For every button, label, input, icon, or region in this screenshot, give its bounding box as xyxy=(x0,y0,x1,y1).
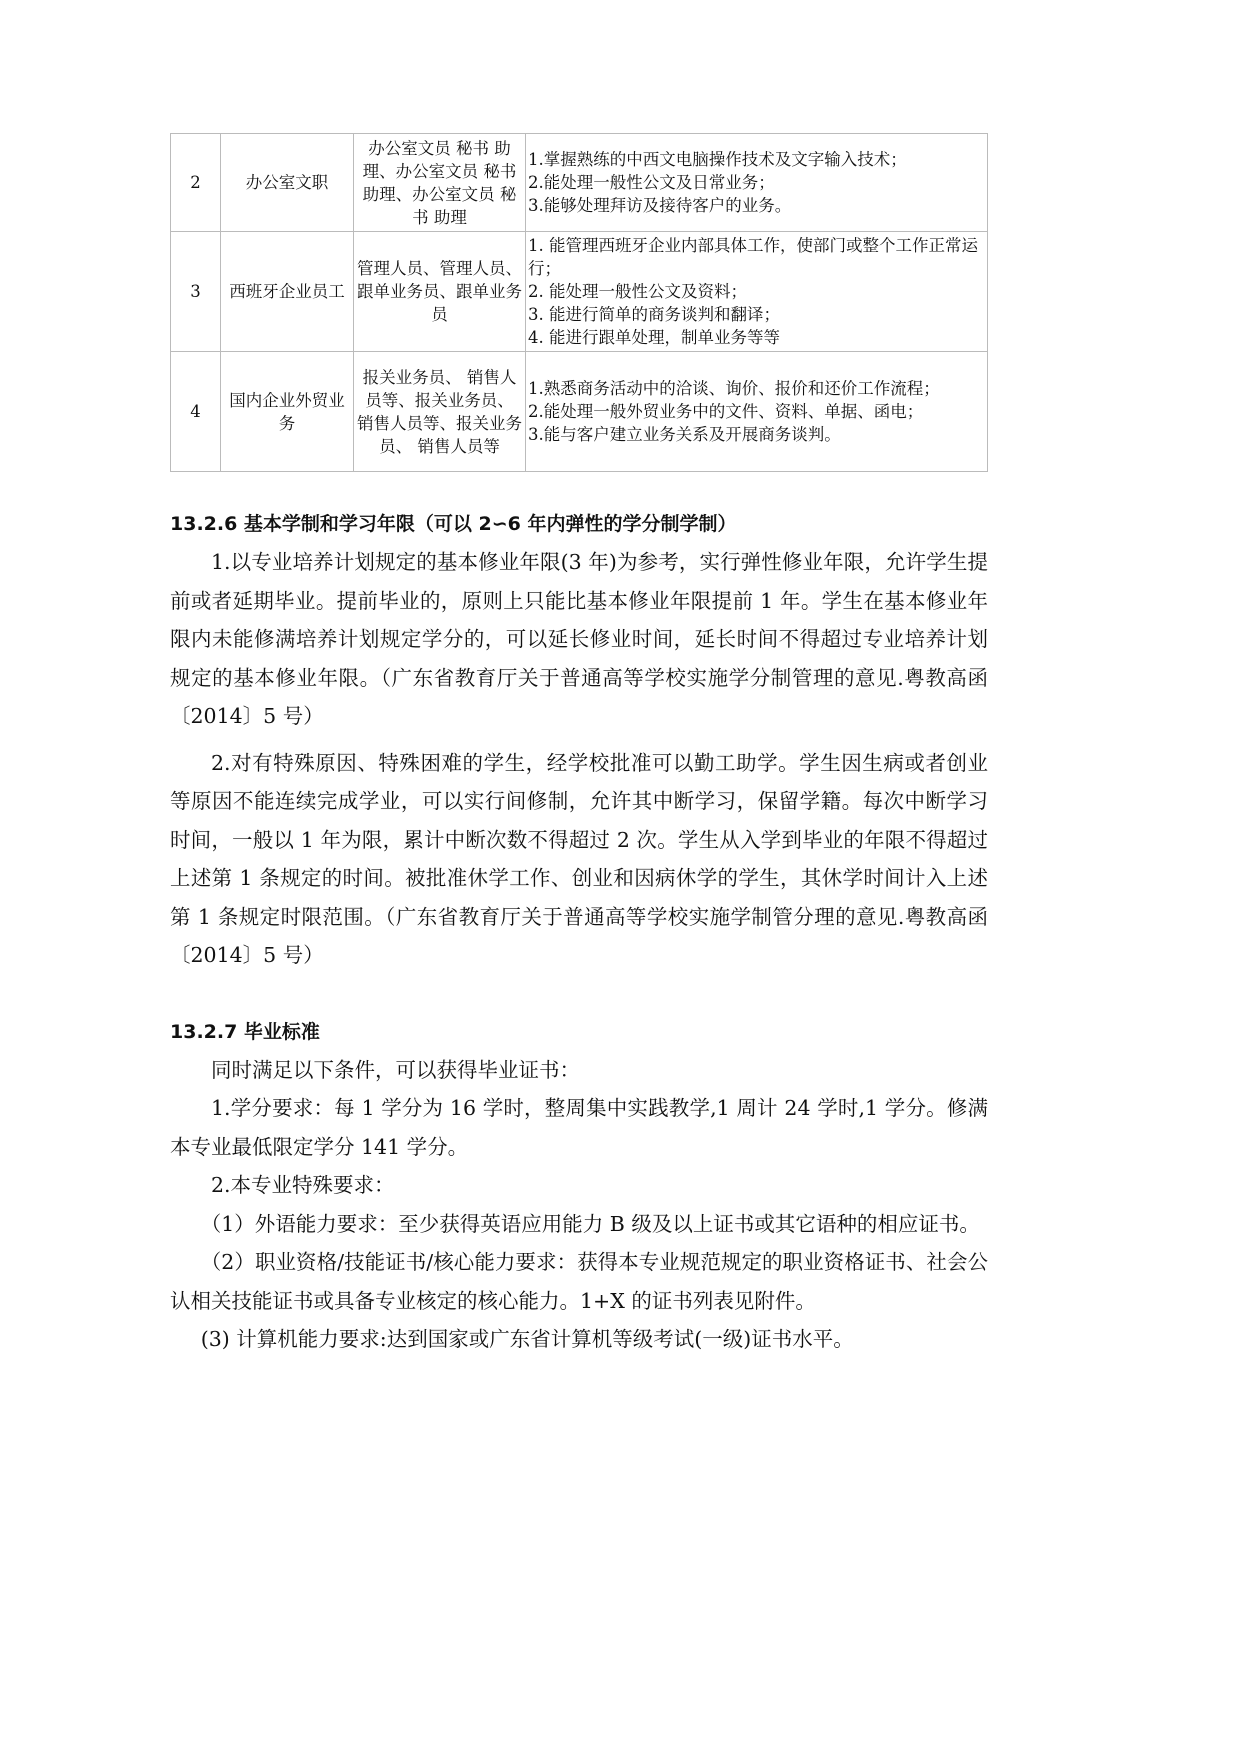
paragraph: 同时满足以下条件，可以获得毕业证书： xyxy=(211,1057,580,1082)
career-table xyxy=(170,133,988,472)
section-heading: 13.2.7 毕业标准 xyxy=(170,1020,320,1043)
paragraph: 1.学分要求：每 1 学分为 16 学时，整周集中实践教学,1 周计 24 学时,1 学分。修满本专业最低限定学分 141 学分。 xyxy=(170,1096,988,1159)
paragraph: 1.以专业培养计划规定的基本修业年限(3 年)为参考，实行弹性修业年限，允许学生提前或者延期毕业。提前毕业的，原则上只能比基本修业年限提前 1 年。学生在基本修业年限内未能修满培养计划规定学分的，可以延长修业时间，延长时间不得超过专业培养计划规定的基本修业年限。（广东省教育厅关于普通高等学校实施学分制管理的意见.粤教高函〔2014〕5 号） xyxy=(170,550,988,728)
paragraph: （1）外语能力要求：至少获得英语应用能力 B 级及以上证书或其它语种的相应证书。 xyxy=(200,1211,980,1236)
requirement: 1.熟悉商务活动中的洽谈、询价、报价和还价工作流程； xyxy=(528,379,940,398)
requirement: 4. 能进行跟单处理，制单业务等等 xyxy=(528,328,780,347)
row-number: 4 xyxy=(171,352,221,472)
requirement: 3.能够处理拜访及接待客户的业务。 xyxy=(528,196,792,215)
job-field: 国内企业外贸业务 xyxy=(221,352,354,472)
requirement: 2.能处理一般外贸业务中的文件、资料、单据、函电； xyxy=(528,402,924,421)
job-positions: 报关业务员、 销售人员等、报关业务员、 销售人员等、报关业务员、 销售人员等 xyxy=(354,352,526,472)
row-number: 2 xyxy=(171,134,221,232)
requirement: 1.掌握熟练的中西文电脑操作技术及文字输入技术； xyxy=(528,150,907,169)
job-field: 西班牙企业员工 xyxy=(221,232,354,352)
job-requirements xyxy=(526,352,988,472)
requirement: 3. 能进行简单的商务谈判和翻译； xyxy=(528,305,780,324)
job-field: 办公室文职 xyxy=(221,134,354,232)
job-positions: 办公室文员 秘书 助理、办公室文员 秘书 助理、办公室文员 秘书 助理 xyxy=(354,134,526,232)
paragraph: 2.对有特殊原因、特殊困难的学生，经学校批准可以勤工助学。学生因生病或者创业等原因不能连续完成学业，可以实行间修制，允许其中断学习，保留学籍。每次中断学习时间，一般以 1 年为限，累计中断次数不得超过 2 次。学生从入学到毕业的年限不得超过上述第 1 条规定的时间。被批准休学工作、创业和因病休学的学生，其休学时间计入上述第 1 条规定时限范围。（广东省教育厅关于普通高等学校实施学制管分理的意见.粤教高函〔2014〕5 号） xyxy=(170,750,988,967)
job-requirements xyxy=(526,232,988,352)
requirement: 2. 能处理一般性公文及资料； xyxy=(528,282,747,301)
document-body xyxy=(170,505,988,1359)
section-heading: 13.2.6 基本学制和学习年限（可以 2∽6 年内弹性的学分制学制） xyxy=(170,513,737,535)
table-row xyxy=(171,134,988,232)
paragraph: （2）职业资格/技能证书/核心能力要求：获得本专业规范规定的职业资格证书、社会公认相关技能证书或具备专业核定的核心能力。1+X 的证书列表见附件。 xyxy=(170,1250,988,1313)
requirement: 1. 能管理西班牙企业内部具体工作，使部门或整个工作正常运行； xyxy=(528,236,978,278)
table-row xyxy=(171,232,988,352)
paragraph: 2.本专业特殊要求： xyxy=(211,1173,395,1197)
row-number: 3 xyxy=(171,232,221,352)
job-requirements xyxy=(526,134,988,232)
requirement: 3.能与客户建立业务关系及开展商务谈判。 xyxy=(528,425,841,444)
job-positions: 管理人员、管理人员、跟单业务员、跟单业务员 xyxy=(354,232,526,352)
paragraph: (3) 计算机能力要求:达到国家或广东省计算机等级考试(一级)证书水平。 xyxy=(200,1327,854,1351)
requirement: 2.能处理一般性公文及日常业务； xyxy=(528,173,775,192)
table-row xyxy=(171,352,988,472)
